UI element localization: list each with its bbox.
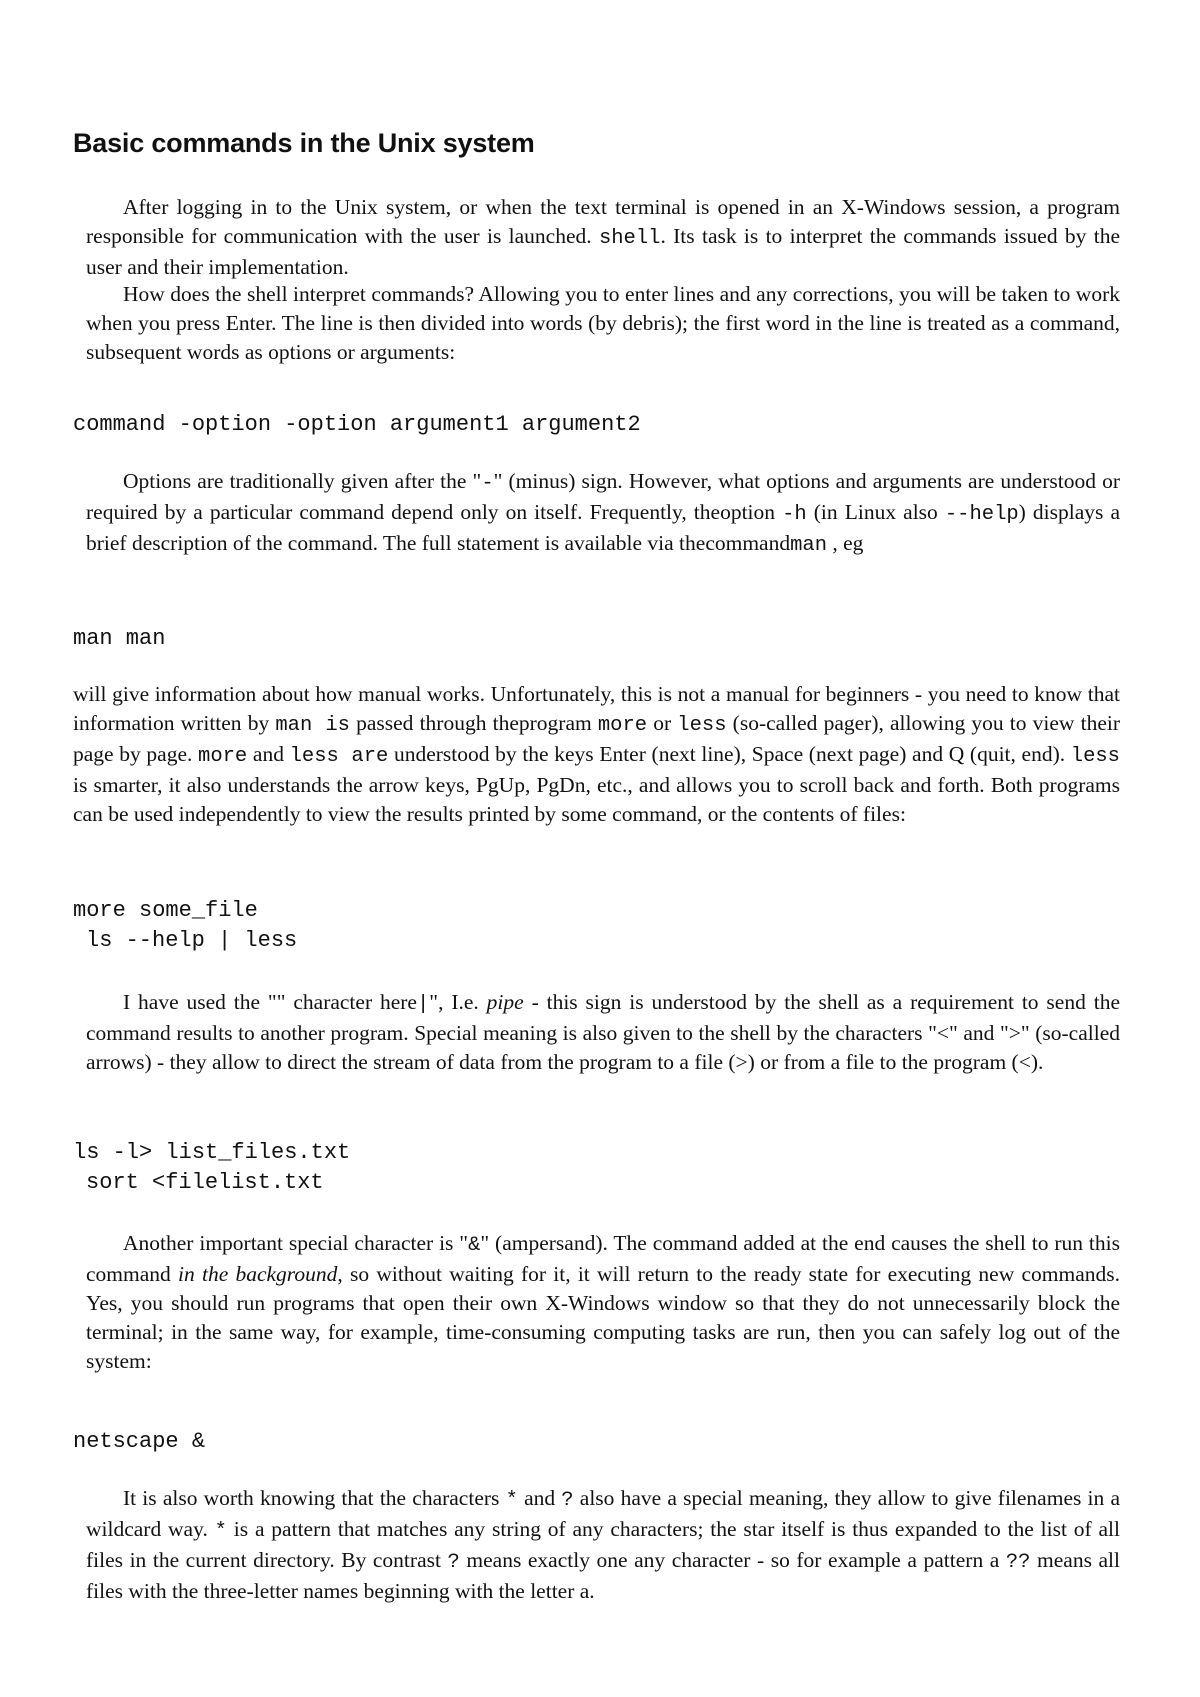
- inline-code: ?: [447, 1551, 460, 1574]
- page-title: Basic commands in the Unix system: [73, 128, 535, 158]
- inline-code: man is: [275, 714, 350, 737]
- code-example-command: command -option -option argument1 argument2: [73, 412, 641, 437]
- code-example-redirect-in: sort <filelist.txt: [86, 1170, 324, 1195]
- code-example-less: ls --help | less: [86, 928, 298, 953]
- inline-code: -h: [782, 503, 807, 526]
- code-example-more: more some_file: [73, 898, 258, 923]
- inline-code: shell: [598, 227, 661, 250]
- paragraph-background: Another important special character is "&" (ampersand). The command added at the end causes the shell to run this command in the background, so without waiting for it, it will return to the ready state for executing new commands. Yes, you should run programs that open their own X-Windows window so that they do not unnecessarily block the terminal; in the same way, for example, time-consuming computing tasks are run, then you can safely log out of the system:: [86, 1231, 1120, 1373]
- code-example-netscape: netscape &: [73, 1429, 206, 1454]
- code-example-redirect-out: ls -l> list_files.txt: [73, 1140, 351, 1165]
- inline-code: *: [214, 1520, 227, 1543]
- code-example-man: man man: [73, 626, 166, 651]
- inline-code: more: [198, 745, 248, 768]
- paragraph-pipe: I have used the "" character here|", I.e. pipe - this sign is understood by the shell as a requirement to send the command results to another program. Special meaning is also given to the shell by the characters "<" and ">" (so-called arrows) - they allow to direct the stream of data from the program to a file (>) or from a file to the program (<).: [86, 990, 1120, 1074]
- inline-code: man: [790, 534, 828, 557]
- paragraph-options: Options are traditionally given after the "-" (minus) sign. However, what options and arguments are understood or required by a particular command depend only on itself. Frequently, theoption -h (in Linux also --help) displays a brief description of the command. The full statement is available via thecommandman , eg: [86, 469, 1120, 557]
- paragraph-wildcards: It is also worth knowing that the characters * and ? also have a special meaning, they allow to give filenames in a wildcard way. * is a pattern that matches any string of any characters; the star itself is thus expanded to the list of all files in the current directory. By contrast ? means exactly one any character - so for example a pattern a ?? means all files with the three-letter names beginning with the letter a.: [86, 1486, 1120, 1603]
- inline-code: *: [505, 1489, 518, 1512]
- inline-code: &: [468, 1234, 481, 1257]
- inline-code: |: [416, 993, 430, 1016]
- paragraph-intro: After logging in to the Unix system, or when the text terminal is opened in an X-Windows session, a program responsible for communication with the user is launched. shell. Its task is to interpret the commands issued by the user and their implementation.: [86, 195, 1120, 279]
- inline-code: ??: [1005, 1551, 1031, 1574]
- inline-code: -: [481, 472, 494, 495]
- inline-code: less: [1070, 745, 1120, 768]
- paragraph-manual: will give information about how manual works. Unfortunately, this is not a manual for beginners - you need to know that information written by man is passed through theprogram more or less (so-called pager), allowing you to view their page by page. more and less are understood by the keys Enter (next line), Space (next page) and Q (quit, end). less is smarter, it also understands the arrow keys, PgUp, PgDn, etc., and allows you to scroll back and forth. Both programs can be used independently to view the results printed by some command, or the contents of files:: [73, 682, 1121, 826]
- inline-code: less: [677, 714, 727, 737]
- paragraph-shell-interpret: How does the shell interpret commands? Allowing you to enter lines and any corrections, you will be taken to work when you press Enter. The line is then divided into words (by debris); the first word in the line is treated as a command, subsequent words as options or arguments:: [86, 282, 1120, 364]
- inline-code: less are: [289, 745, 389, 768]
- inline-code: ?: [561, 1489, 574, 1512]
- inline-code: --help: [944, 503, 1019, 526]
- inline-code: more: [597, 714, 648, 737]
